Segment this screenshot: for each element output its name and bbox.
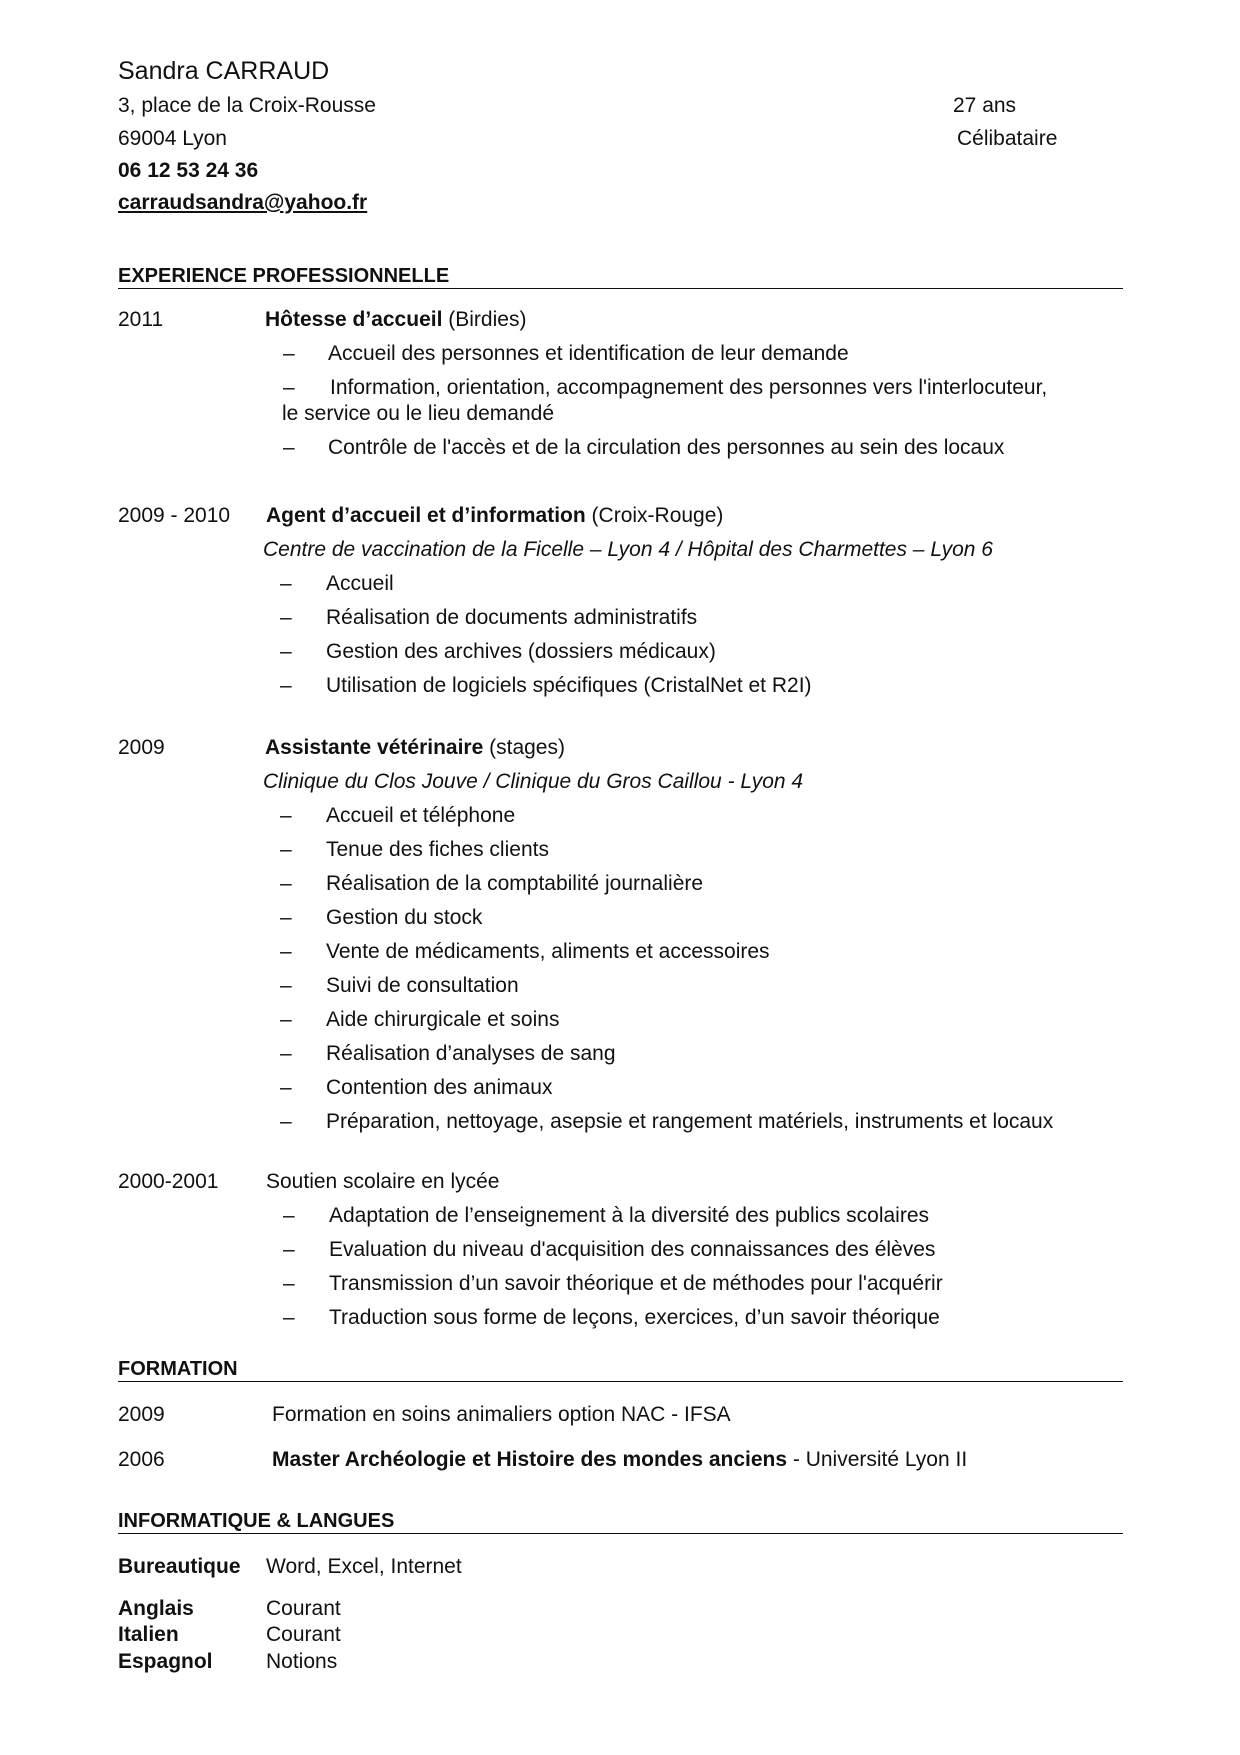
email-link[interactable]: carraudsandra@yahoo.fr	[118, 191, 368, 214]
age: 27 ans	[953, 94, 1017, 117]
job-employer: (Birdies)	[442, 308, 527, 331]
job-location: Clinique du Clos Jouve / Clinique du Gros Caillou - Lyon 4	[263, 770, 804, 793]
dash-bullet-icon: –	[283, 1238, 295, 1261]
job-date: 2009	[118, 736, 165, 759]
section-title-skills: INFORMATIQUE & LANGUES	[118, 1510, 395, 1532]
job-title-line	[265, 736, 565, 760]
dash-bullet-icon: –	[283, 376, 295, 399]
language-name: Espagnol	[118, 1650, 213, 1673]
dash-bullet-icon: –	[280, 674, 292, 697]
formation-school: - Université Lyon II	[787, 1448, 968, 1471]
marital-status: Célibataire	[957, 127, 1058, 150]
dash-bullet-icon: –	[283, 1272, 295, 1295]
dash-bullet-icon: –	[280, 606, 292, 629]
job-task: Gestion des archives (dossiers médicaux)	[326, 640, 716, 663]
section-title-experience: EXPERIENCE PROFESSIONNELLE	[118, 265, 450, 287]
section-title-formation: FORMATION	[118, 1358, 238, 1380]
address-line-1: 3, place de la Croix-Rousse	[118, 94, 376, 117]
job-task: Réalisation de la comptabilité journalière	[326, 872, 704, 895]
job-task: Contrôle de l'accès et de la circulation des personnes au sein des locaux	[328, 436, 1005, 459]
job-task: Accueil des personnes et identification de leur demande	[328, 342, 849, 365]
job-title-line	[266, 504, 723, 528]
job-employer: (stages)	[483, 736, 565, 759]
job-task: Vente de médicaments, aliments et accessoires	[326, 940, 770, 963]
dash-bullet-icon: –	[280, 940, 292, 963]
job-role: Soutien scolaire en lycée	[266, 1170, 500, 1193]
job-date: 2009 - 2010	[118, 504, 231, 527]
job-task: Transmission d’un savoir théorique et de méthodes pour l'acquérir	[329, 1272, 943, 1295]
job-task: Aide chirurgicale et soins	[326, 1008, 560, 1031]
language-name: Anglais	[118, 1597, 194, 1620]
job-task: Adaptation de l’enseignement à la diversité des publics scolaires	[329, 1204, 930, 1227]
formation-degree: Master Archéologie et Histoire des mondes anciens	[272, 1448, 788, 1471]
office-label: Bureautique	[118, 1555, 241, 1578]
phone-number: 06 12 53 24 36	[118, 159, 259, 182]
job-title-line	[265, 308, 526, 332]
job-role: Assistante vétérinaire	[265, 736, 484, 759]
job-task: Information, orientation, accompagnement des personnes vers l'interlocuteur,	[330, 376, 1048, 399]
formation-text	[272, 1448, 967, 1472]
job-task: Réalisation d’analyses de sang	[326, 1042, 616, 1065]
address-line-2: 69004 Lyon	[118, 127, 227, 150]
candidate-name: Sandra CARRAUD	[118, 57, 330, 85]
job-date: 2000-2001	[118, 1170, 219, 1193]
dash-bullet-icon: –	[280, 906, 292, 929]
job-role: Hôtesse d’accueil	[265, 308, 443, 331]
job-task: Gestion du stock	[326, 906, 483, 929]
job-task: Contention des animaux	[326, 1076, 553, 1099]
dash-bullet-icon: –	[280, 804, 292, 827]
job-task: Tenue des fiches clients	[326, 838, 549, 861]
office-value: Word, Excel, Internet	[266, 1555, 462, 1578]
dash-bullet-icon: –	[280, 1076, 292, 1099]
dash-bullet-icon: –	[280, 1042, 292, 1065]
formation-text: Formation en soins animaliers option NAC - IFSA	[272, 1403, 731, 1426]
section-rule	[118, 288, 1123, 289]
dash-bullet-icon: –	[280, 872, 292, 895]
dash-bullet-icon: –	[280, 1110, 292, 1133]
dash-bullet-icon: –	[280, 1008, 292, 1031]
job-task: Accueil	[326, 572, 394, 595]
job-date: 2011	[118, 308, 164, 331]
language-level: Notions	[266, 1650, 338, 1673]
job-task: Utilisation de logiciels spécifiques (CristalNet et R2I)	[326, 674, 812, 697]
section-rule	[118, 1533, 1123, 1534]
language-name: Italien	[118, 1623, 179, 1646]
language-level: Courant	[266, 1597, 341, 1620]
formation-date: 2009	[118, 1403, 165, 1426]
dash-bullet-icon: –	[283, 436, 295, 459]
job-task: Accueil et téléphone	[326, 804, 516, 827]
job-task: Réalisation de documents administratifs	[326, 606, 698, 629]
job-task: Traduction sous forme de leçons, exercices, d’un savoir théorique	[329, 1306, 940, 1329]
dash-bullet-icon: –	[280, 974, 292, 997]
formation-date: 2006	[118, 1448, 165, 1471]
job-task: Suivi de consultation	[326, 974, 519, 997]
dash-bullet-icon: –	[283, 1204, 295, 1227]
dash-bullet-icon: –	[280, 572, 292, 595]
dash-bullet-icon: –	[280, 640, 292, 663]
dash-bullet-icon: –	[280, 838, 292, 861]
dash-bullet-icon: –	[283, 1306, 295, 1329]
job-task-continued: le service ou le lieu demandé	[282, 402, 554, 425]
job-task: Evaluation du niveau d'acquisition des connaissances des élèves	[329, 1238, 936, 1261]
job-employer: (Croix-Rouge)	[585, 504, 724, 527]
section-rule	[118, 1381, 1123, 1382]
job-task: Préparation, nettoyage, asepsie et rangement matériels, instruments et locaux	[326, 1110, 1054, 1133]
job-role: Agent d’accueil et d’information	[266, 504, 586, 527]
job-location: Centre de vaccination de la Ficelle – Lyon 4 / Hôpital des Charmettes – Lyon 6	[263, 538, 993, 561]
dash-bullet-icon: –	[283, 342, 295, 365]
language-level: Courant	[266, 1623, 341, 1646]
